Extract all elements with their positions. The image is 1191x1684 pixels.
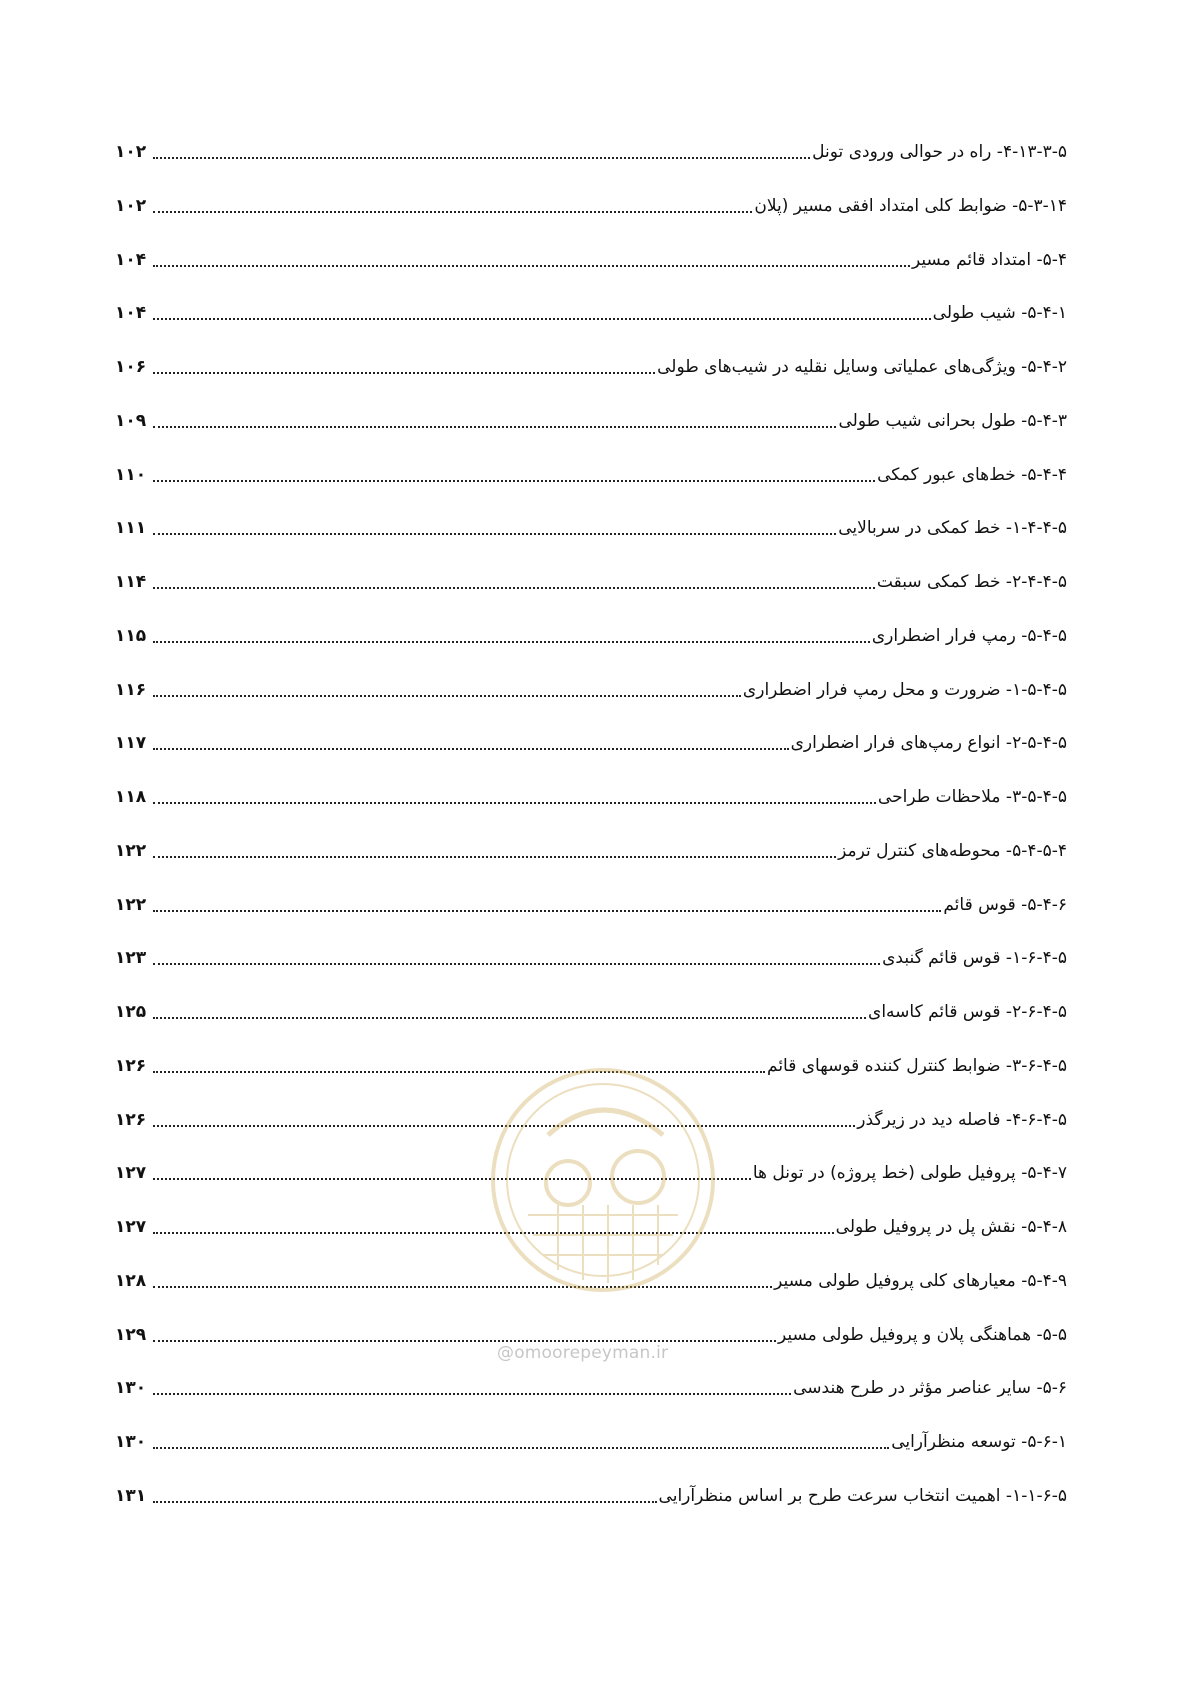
toc-entry[interactable] — [115, 1000, 1067, 1054]
toc-entry[interactable] — [115, 1376, 1067, 1430]
toc-leader-dots — [153, 1054, 765, 1073]
toc-entry[interactable] — [115, 1054, 1067, 1108]
toc-leader-dots — [153, 1430, 889, 1449]
toc-entry-page: ۱۰۹ — [115, 410, 147, 431]
watermark-text: @omoorepeyman.ir — [497, 1343, 669, 1363]
toc-entry-title: ۲-۵-۴-۵- انواع رمپ‌های فرار اضطراری — [790, 733, 1067, 754]
toc-leader-dots — [153, 893, 941, 912]
toc-entry[interactable] — [115, 1430, 1067, 1484]
toc-entry-page: ۱۰۴ — [115, 303, 147, 324]
toc-entry-page: ۱۲۸ — [115, 1270, 147, 1291]
toc-entry-page: ۱۲۹ — [115, 1324, 147, 1345]
toc-leader-dots — [153, 463, 875, 482]
toc-entry-title: ۵-۴-۸- نقش پل در پروفیل طولی — [835, 1217, 1067, 1237]
toc-entry[interactable] — [115, 194, 1067, 248]
toc-leader-dots — [153, 785, 876, 804]
toc-leader-dots — [153, 248, 910, 267]
toc-leader-dots — [153, 946, 880, 965]
toc-entry-page: ۱۰۲ — [115, 142, 147, 162]
toc-entry-title: ۱-۵-۴-۵- ضرورت و محل رمپ فرار اضطراری — [742, 679, 1067, 700]
toc-leader-dots — [153, 355, 655, 374]
toc-leader-dots — [153, 301, 931, 320]
toc-entry-page: ۱۲۷ — [115, 1163, 147, 1184]
toc-entry-page: ۱۲۶ — [115, 1109, 147, 1130]
toc-entry[interactable] — [115, 301, 1067, 355]
toc-entry-page: ۱۲۳ — [115, 948, 147, 969]
toc-entry[interactable] — [115, 893, 1067, 947]
toc-entry-page: ۱۱۰ — [115, 464, 147, 485]
toc-leader-dots — [153, 731, 789, 750]
toc-entry[interactable] — [115, 785, 1067, 839]
toc-entry-page: ۱۲۲ — [115, 840, 147, 861]
toc-entry[interactable] — [115, 1484, 1067, 1538]
toc-entry[interactable] — [115, 678, 1067, 732]
toc-leader-dots — [153, 1161, 751, 1180]
toc-entry-title: ۲-۶-۴-۵- قوس قائم کاسه‌ای — [868, 1002, 1067, 1022]
toc-entry-title: ۵-۴-۵-۴- محوطه‌های کنترل ترمز — [838, 840, 1067, 861]
toc-entry[interactable] — [115, 946, 1067, 1000]
toc-leader-dots — [153, 1108, 855, 1127]
toc-entry-title: ۱-۱-۶-۵- اهمیت انتخاب سرعت طرح بر اساس منظرآرایی — [658, 1485, 1067, 1506]
toc-entry-page: ۱۲۶ — [115, 1055, 147, 1076]
toc-leader-dots — [153, 1376, 791, 1395]
toc-entry-title: ۵-۴-۶- قوس قائم — [943, 894, 1067, 915]
toc-leader-dots — [153, 140, 810, 159]
toc-leader-dots — [153, 1215, 834, 1234]
toc-leader-dots — [153, 1323, 776, 1342]
toc-entry-title: ۵-۴-۲- ویژگی‌های عملیاتی وسایل نقلیه در شیب‌های طولی — [657, 357, 1067, 377]
toc-entry-page: ۱۱۷ — [115, 733, 147, 754]
toc-leader-dots — [153, 194, 752, 213]
toc-entry-title: ۲-۴-۴-۵- خط کمکی سبقت — [876, 572, 1067, 592]
toc-entry[interactable] — [115, 463, 1067, 517]
toc-entry-page: ۱۱۸ — [115, 787, 147, 807]
toc-entry-title: ۳-۵-۴-۵- ملاحظات طراحی — [877, 787, 1067, 807]
toc-entry-title: ۵-۴-۴- خط‌های عبور کمکی — [877, 464, 1067, 485]
toc-leader-dots — [153, 409, 836, 428]
toc-entry-page: ۱۲۲ — [115, 894, 147, 915]
toc-entry-page: ۱۰۴ — [115, 249, 147, 270]
toc-entry[interactable] — [115, 570, 1067, 624]
toc-entry-page: ۱۳۰ — [115, 1432, 147, 1452]
toc-leader-dots — [153, 1000, 866, 1019]
toc-leader-dots — [153, 1484, 657, 1503]
toc-entry-page: ۱۰۶ — [115, 357, 147, 377]
toc-entry[interactable] — [115, 1215, 1067, 1269]
toc-leader-dots — [153, 516, 836, 535]
toc-leader-dots — [153, 839, 836, 858]
toc-entry-page: ۱۳۱ — [115, 1485, 147, 1506]
toc-entry[interactable] — [115, 839, 1067, 893]
toc-entry[interactable] — [115, 516, 1067, 570]
toc-entry[interactable] — [115, 1161, 1067, 1215]
toc-entry-title: ۱-۶-۴-۵- قوس قائم گنبدی — [882, 948, 1067, 969]
toc-entry-title: ۵-۳-۱۴- ضوابط کلی امتداد افقی مسیر (پلان — [754, 195, 1067, 216]
toc-entry-title: ۴-۱۳-۳-۵- راه در حوالی ورودی تونل — [812, 142, 1067, 162]
toc-entry-page: ۱۱۶ — [115, 679, 147, 700]
toc-entry-title: ۵-۵- هماهنگی پلان و پروفیل طولی مسیر — [777, 1324, 1067, 1345]
toc-entry-page: ۱۲۷ — [115, 1217, 147, 1237]
toc-entry[interactable] — [115, 355, 1067, 409]
toc-entry-title: ۵-۴-۹- معیارهای کلی پروفیل طولی مسیر — [774, 1270, 1067, 1291]
toc-entry[interactable] — [115, 248, 1067, 302]
toc-leader-dots — [153, 570, 875, 589]
toc-entry[interactable] — [115, 1108, 1067, 1162]
toc-entry-page: ۱۱۵ — [115, 625, 147, 646]
toc-entry-title: ۵-۴-۱- شیب طولی — [932, 303, 1067, 324]
toc-leader-dots — [153, 624, 870, 643]
toc-leader-dots — [153, 678, 741, 697]
toc-entry-title: ۴-۶-۴-۵- فاصله دید در زیرگذر — [857, 1109, 1067, 1130]
table-of-contents — [115, 140, 1067, 1538]
toc-entry-page: ۱۲۵ — [115, 1002, 147, 1022]
toc-entry-page: ۱۰۲ — [115, 195, 147, 216]
toc-entry[interactable] — [115, 409, 1067, 463]
toc-entry-title: ۱-۴-۴-۵- خط کمکی در سربالایی — [838, 518, 1067, 539]
toc-entry-title: ۵-۶- سایر عناصر مؤثر در طرح هندسی — [793, 1378, 1067, 1399]
toc-entry-title: ۵-۴-۵- رمپ فرار اضطراری — [871, 625, 1067, 646]
toc-entry-title: ۳-۶-۴-۵- ضوابط کنترل کننده قوسهای قائم — [767, 1055, 1067, 1076]
toc-entry-page: ۱۱۴ — [115, 572, 147, 592]
toc-entry-title: ۵-۴-۷- پروفیل طولی (خط پروژه) در تونل ها — [752, 1163, 1067, 1184]
toc-entry[interactable] — [115, 140, 1067, 194]
toc-entry[interactable] — [115, 731, 1067, 785]
toc-entry-title: ۵-۶-۱- توسعه منظرآرایی — [891, 1432, 1067, 1452]
toc-entry[interactable] — [115, 1269, 1067, 1323]
toc-entry-page: ۱۱۱ — [115, 518, 147, 539]
toc-entry-page: ۱۳۰ — [115, 1378, 147, 1399]
toc-entry[interactable] — [115, 624, 1067, 678]
toc-entry-title: ۵-۴- امتداد قائم مسیر — [911, 249, 1067, 270]
toc-entry-title: ۵-۴-۳- طول بحرانی شیب طولی — [838, 410, 1067, 431]
toc-leader-dots — [153, 1269, 772, 1288]
